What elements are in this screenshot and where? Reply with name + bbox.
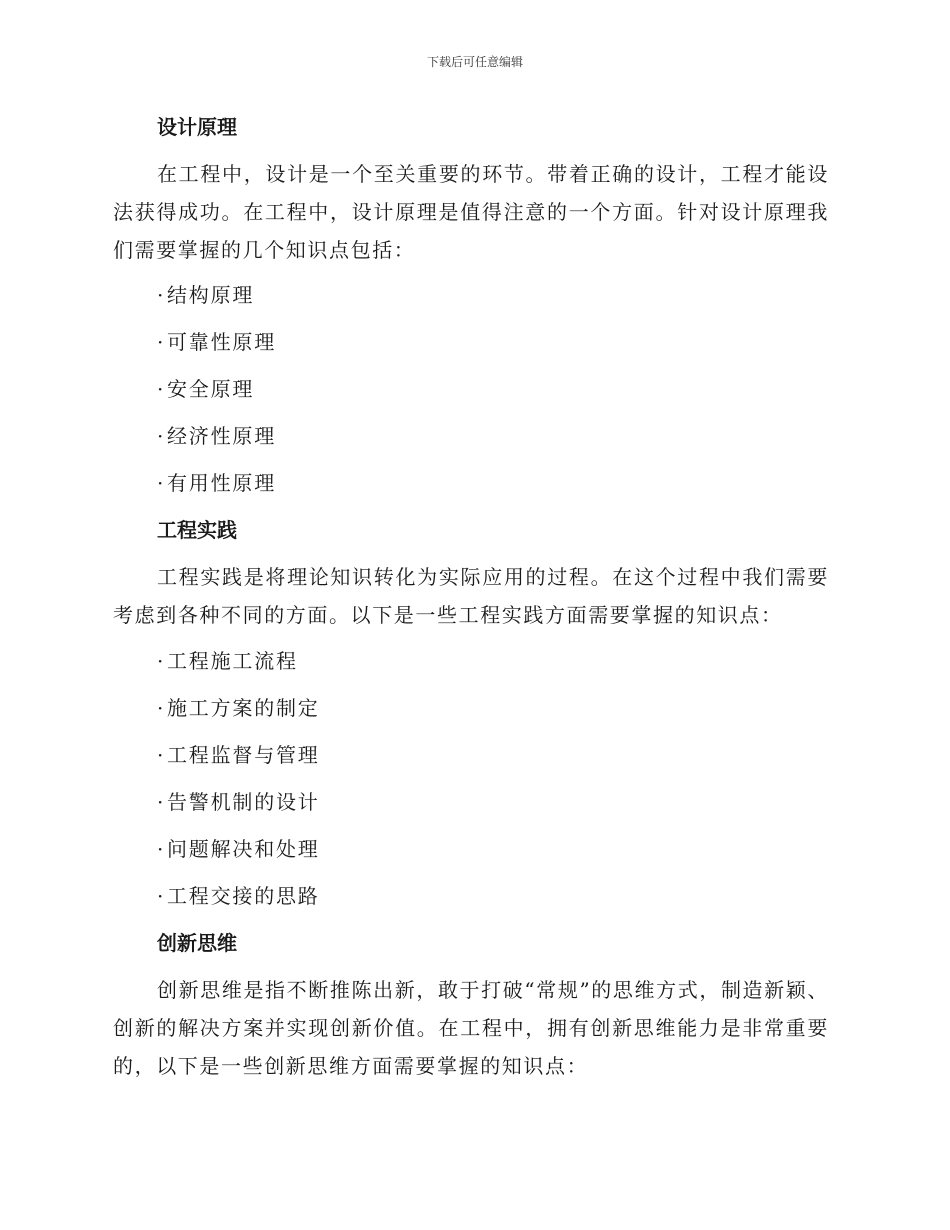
section-paragraph-engineering-practice: 工程实践是将理论知识转化为实际应用的过程。在这个过程中我们需要考虑到各种不同的方面。以下是一些工程实践方面需要掌握的知识点： (113, 565, 829, 627)
bullet-icon: · (157, 837, 164, 861)
bullet-icon: · (157, 743, 164, 767)
section-heading-innovative-thinking: 创新思维 (157, 931, 237, 955)
bullet-icon: · (157, 790, 164, 814)
list-item: · 可靠性原理 (157, 330, 276, 354)
section-paragraph-innovative-thinking: 创新思维是指不断推陈出新，敢于打破“常规”的思维方式，制造新颖、创新的解决方案并实现创新价值。在工程中，拥有创新思维能力是非常重要的，以下是一些创新思维方面需要掌握的知识点： (113, 978, 829, 1078)
bullet-icon: · (157, 424, 164, 448)
list-item: · 经济性原理 (157, 424, 276, 448)
bullet-icon: · (157, 696, 164, 720)
list-item: · 施工方案的制定 (157, 696, 320, 720)
bullet-icon: · (157, 649, 164, 673)
list-item: · 工程监督与管理 (157, 743, 320, 767)
section-heading-design-principles: 设计原理 (157, 115, 237, 139)
bullet-icon: · (157, 283, 164, 307)
list-item: · 安全原理 (157, 377, 255, 401)
list-item: · 工程交接的思路 (157, 884, 320, 908)
bullet-icon: · (157, 377, 164, 401)
section-paragraph-design-principles: 在工程中，设计是一个至关重要的环节。带着正确的设计，工程才能设法获得成功。在工程中，设计原理是值得注意的一个方面。针对设计原理我们需要掌握的几个知识点包括： (113, 162, 829, 262)
list-item: · 问题解决和处理 (157, 837, 320, 861)
bullet-icon: · (157, 330, 164, 354)
bullet-icon: · (157, 471, 164, 495)
list-item: · 工程施工流程 (157, 649, 298, 673)
bullet-icon: · (157, 884, 164, 908)
page-header: 下载后可任意编辑 (426, 55, 523, 69)
list-item: · 告警机制的设计 (157, 790, 320, 814)
list-item: · 有用性原理 (157, 471, 276, 495)
section-heading-engineering-practice: 工程实践 (157, 518, 237, 542)
list-item: · 结构原理 (157, 283, 255, 307)
